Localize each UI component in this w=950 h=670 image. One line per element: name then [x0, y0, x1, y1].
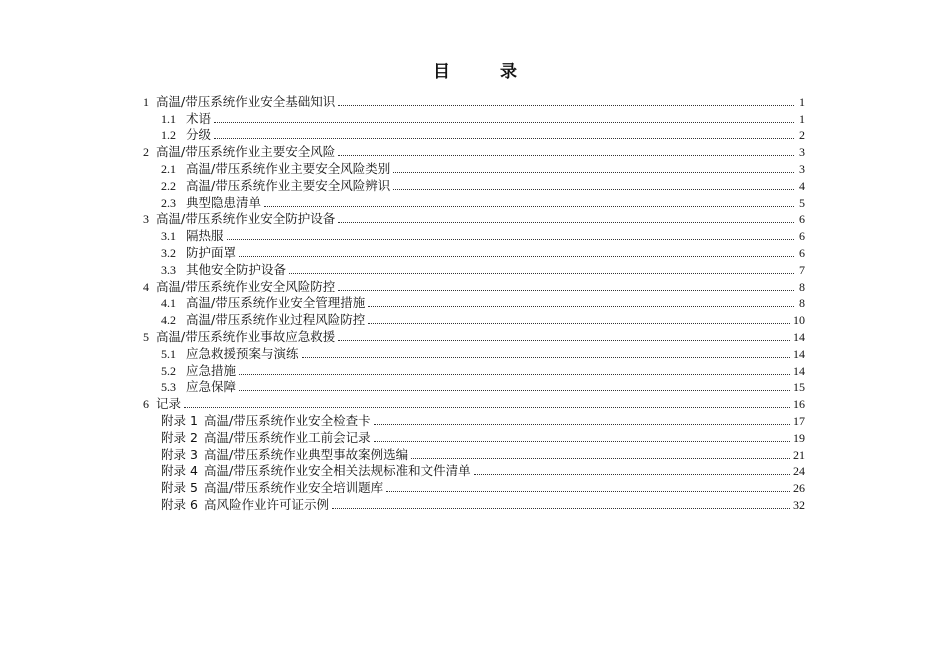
entry-page-number: 5: [799, 195, 805, 210]
dot-leader: [214, 122, 794, 123]
entry-page-number: 10: [793, 313, 805, 328]
entry-title: 隔热服: [186, 228, 224, 244]
toc-entry[interactable]: [143, 328, 805, 345]
entry-page-number: 3: [799, 145, 805, 160]
dot-leader: [338, 105, 794, 106]
entry-page-number: 2: [799, 128, 805, 143]
dot-leader: [227, 239, 794, 240]
entry-page-number: 1: [799, 94, 805, 109]
dot-leader: [239, 256, 794, 257]
toc-entry[interactable]: [143, 244, 805, 261]
dot-leader: [239, 390, 790, 391]
entry-number: 附录 6: [161, 496, 198, 512]
dot-leader: [214, 138, 794, 139]
toc-entry[interactable]: [143, 160, 805, 177]
entry-title: 高温/带压系统作业事故应急救援: [156, 328, 336, 344]
toc-entry[interactable]: [143, 278, 805, 295]
entry-title: 高温/带压系统作业安全防护设备: [156, 211, 336, 227]
entry-page-number: 7: [799, 262, 805, 277]
toc-appendix-entry[interactable]: [143, 429, 805, 446]
entry-number: 2.2: [161, 178, 176, 193]
entry-title: 高风险作业许可证示例: [203, 496, 329, 512]
entry-page-number: 19: [793, 430, 805, 445]
dot-leader: [474, 474, 790, 475]
entry-page-number: 8: [799, 279, 805, 294]
toc-entry[interactable]: [143, 311, 805, 328]
entry-title: 高温/带压系统作业典型事故案例选编: [203, 446, 409, 462]
entry-number: 3.1: [161, 229, 176, 244]
entry-title: 应急救援预案与演练: [186, 345, 299, 361]
entry-title: 高温/带压系统作业过程风险防控: [186, 312, 366, 328]
entry-page-number: 8: [799, 296, 805, 311]
entry-page-number: 21: [793, 447, 805, 462]
entry-page-number: 4: [799, 178, 805, 193]
entry-page-number: 6: [799, 245, 805, 260]
entry-title: 高温/带压系统作业主要安全风险: [156, 144, 336, 160]
toc-entry[interactable]: [143, 211, 805, 228]
entry-page-number: 14: [793, 346, 805, 361]
entry-number: 4.2: [161, 313, 176, 328]
entry-number: 附录 2: [161, 429, 198, 445]
entry-page-number: 17: [793, 413, 805, 428]
dot-leader: [393, 189, 794, 190]
entry-title: 高温/带压系统作业安全检查卡: [203, 412, 371, 428]
entry-page-number: 6: [799, 229, 805, 244]
entry-number: 1.1: [161, 111, 176, 126]
entry-page-number: 16: [793, 397, 805, 412]
entry-number: 1.2: [161, 128, 176, 143]
entry-page-number: 26: [793, 481, 805, 496]
toc-entry[interactable]: [143, 261, 805, 278]
entry-number: 2.1: [161, 161, 176, 176]
entry-title: 分级: [186, 127, 212, 143]
entry-number: 5: [143, 329, 149, 344]
entry-title: 防护面罩: [186, 244, 237, 260]
toc-appendix-entry[interactable]: [143, 479, 805, 496]
entry-title: 术语: [186, 110, 212, 126]
entry-title: 应急保障: [186, 379, 237, 395]
entry-number: 附录 3: [161, 446, 198, 462]
toc-entry[interactable]: [143, 110, 805, 127]
toc-entry[interactable]: [143, 395, 805, 412]
entry-number: 2.3: [161, 195, 176, 210]
entry-title: 高温/带压系统作业安全基础知识: [156, 93, 336, 109]
entry-number: 4: [143, 279, 149, 294]
dot-leader: [332, 508, 790, 509]
toc-appendix-entry[interactable]: [143, 446, 805, 463]
entry-page-number: 3: [799, 161, 805, 176]
entry-page-number: 24: [793, 464, 805, 479]
toc-appendix-entry[interactable]: [143, 463, 805, 480]
entry-title: 应急措施: [186, 362, 237, 378]
toc-entry[interactable]: [143, 227, 805, 244]
entry-title: 高温/带压系统作业主要安全风险类别: [186, 160, 391, 176]
toc-appendix-entry[interactable]: [143, 496, 805, 513]
page-title: 目 录: [433, 62, 539, 82]
entry-number: 附录 1: [161, 412, 198, 428]
entry-page-number: 15: [793, 380, 805, 395]
entry-title: 高温/带压系统作业安全培训题库: [203, 480, 384, 496]
dot-leader: [411, 458, 790, 459]
toc-entry[interactable]: [143, 127, 805, 144]
entry-title: 高温/带压系统作业工前会记录: [203, 429, 371, 445]
entry-page-number: 6: [799, 212, 805, 227]
toc-entry[interactable]: [143, 379, 805, 396]
toc-entry[interactable]: [143, 295, 805, 312]
dot-leader: [184, 407, 790, 408]
dot-leader: [239, 374, 790, 375]
dot-leader: [368, 306, 794, 307]
toc-entry[interactable]: [143, 143, 805, 160]
dot-leader: [393, 172, 794, 173]
entry-title: 记录: [156, 396, 182, 412]
entry-title: 高温/带压系统作业安全管理措施: [186, 295, 366, 311]
entry-number: 5.1: [161, 346, 176, 361]
dot-leader: [264, 206, 794, 207]
dot-leader: [368, 323, 790, 324]
dot-leader: [386, 491, 790, 492]
toc-entry[interactable]: [143, 177, 805, 194]
entry-number: 5.2: [161, 363, 176, 378]
toc-entry[interactable]: [143, 345, 805, 362]
dot-leader: [338, 290, 794, 291]
entry-number: 1: [143, 94, 149, 109]
dot-leader: [374, 441, 790, 442]
entry-title: 高温/带压系统作业安全风险防控: [156, 278, 336, 294]
entry-number: 4.1: [161, 296, 176, 311]
entry-number: 3.2: [161, 245, 176, 260]
entry-title: 高温/带压系统作业主要安全风险辨识: [186, 177, 391, 193]
entry-number: 2: [143, 145, 149, 160]
dot-leader: [302, 357, 790, 358]
dot-leader: [374, 424, 790, 425]
entry-number: 5.3: [161, 380, 176, 395]
entry-number: 附录 4: [161, 463, 198, 479]
toc-entry[interactable]: [143, 194, 805, 211]
entry-number: 3.3: [161, 262, 176, 277]
entry-title: 其他安全防护设备: [186, 261, 287, 277]
entry-title: 高温/带压系统作业安全相关法规标准和文件清单: [203, 463, 471, 479]
entry-number: 6: [143, 397, 149, 412]
entry-number: 附录 5: [161, 480, 198, 496]
dot-leader: [338, 222, 794, 223]
entry-number: 3: [143, 212, 149, 227]
dot-leader: [289, 273, 794, 274]
entry-title: 典型隐患清单: [186, 194, 262, 210]
toc-appendix-entry[interactable]: [143, 412, 805, 429]
dot-leader: [338, 340, 790, 341]
toc-entry[interactable]: [143, 362, 805, 379]
entry-page-number: 14: [793, 329, 805, 344]
dot-leader: [338, 155, 794, 156]
table-of-contents: [143, 93, 805, 513]
entry-page-number: 14: [793, 363, 805, 378]
entry-page-number: 32: [793, 497, 805, 512]
entry-page-number: 1: [799, 111, 805, 126]
toc-entry[interactable]: [143, 93, 805, 110]
